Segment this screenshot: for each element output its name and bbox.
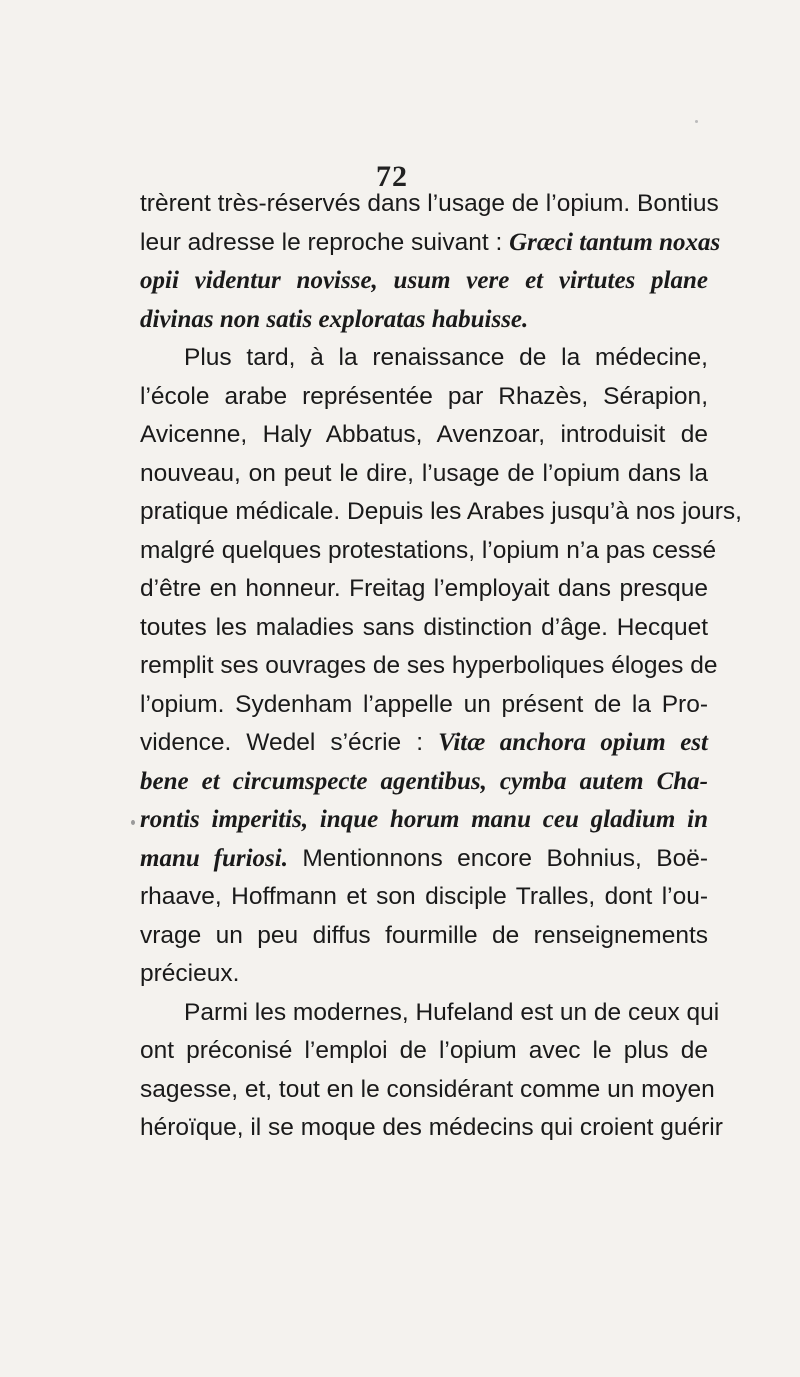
text-line	[140, 224, 721, 263]
text-line: vrage un peu diffus fourmille de renseignements	[140, 921, 708, 949]
text-line: malgré quelques protestations, l’opium n’a pas cessé	[140, 536, 717, 564]
paper-speck	[695, 120, 698, 123]
text-line: rhaave, Hoffmann et son disciple Tralles, dont l’ou-	[140, 883, 708, 910]
latin-quote-line: opii videntur novisse, usum vere et virtutes plane	[140, 267, 708, 294]
latin-quote: Græci tantum noxas	[509, 228, 721, 256]
latin-quote-line: rontis imperitis, inque horum manu ceu gladium in	[140, 806, 708, 833]
text-line: pratique médicale. Depuis les Arabes jusqu’à nos jours,	[140, 498, 742, 525]
text-normal: Mentionnons encore Bohnius, Boë-	[287, 844, 708, 872]
text-line: toutes les maladies sans distinction d’âge. Hecquet	[140, 613, 708, 641]
text-line: sagesse, et, tout en le considérant comme un moyen	[140, 1075, 715, 1103]
text-normal: leur adresse le reproche suivant :	[140, 228, 510, 256]
latin-quote: Vitæ anchora opium est	[438, 729, 708, 756]
text-line: ont préconisé l’emploi de l’opium avec le plus de	[140, 1037, 708, 1064]
page-number: 72	[376, 160, 408, 193]
text-line: l’opium. Sydenham l’appelle un présent de la Pro-	[140, 690, 708, 718]
latin-quote-line: bene et circumspecte agentibus, cymba autem Cha-	[140, 767, 708, 795]
text-normal: vidence. Wedel s’écrie :	[140, 729, 439, 756]
text-line: l’école arabe représentée par Rhazès, Sérapion,	[140, 382, 708, 410]
text-line: précieux.	[140, 960, 240, 987]
text-line	[140, 840, 708, 879]
text-line: Avicenne, Haly Abbatus, Avenzoar, introduisit de	[140, 421, 708, 448]
latin-quote: manu furiosi.	[140, 844, 288, 872]
text-line: remplit ses ouvrages de ses hyperboliques éloges de	[140, 652, 718, 679]
text-line: nouveau, on peut le dire, l’usage de l’opium dans la	[140, 459, 708, 487]
paragraph-start-line: Plus tard, à la renaissance de la médecine,	[184, 344, 708, 371]
text-line: d’être en honneur. Freitag l’employait dans presque	[140, 575, 708, 602]
paper-speck	[131, 820, 135, 825]
paragraph-start-line: Parmi les modernes, Hufeland est un de ceux qui	[184, 998, 720, 1026]
latin-quote-line: divinas non satis exploratas habuisse.	[140, 305, 529, 333]
text-line: trèrent très-réservés dans l’usage de l’opium. Bontius	[140, 190, 719, 217]
text-line: héroïque, il se moque des médecins qui croient guérir	[140, 1114, 723, 1141]
text-line	[140, 724, 708, 763]
body-text	[140, 185, 742, 1148]
